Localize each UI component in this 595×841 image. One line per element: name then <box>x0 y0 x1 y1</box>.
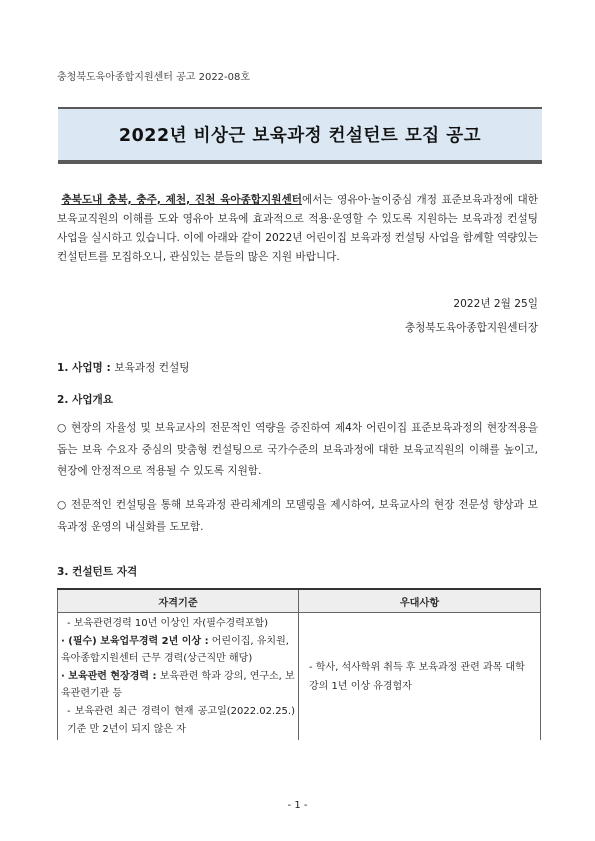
table-row <box>58 613 541 741</box>
intro-lead: 충북도내 충북, 충주, 제천, 진천 육아종합지원센터 <box>61 194 302 206</box>
criteria-item-required-text: 어린이집, 유치원, 육아종합지원센터 근무 경력(상근직만 해당) <box>61 635 289 665</box>
section-2-heading: 2. 사업개요 <box>57 394 114 406</box>
col-header-preferred: 우대사항 <box>299 589 541 613</box>
intro-body: 에서는 영유아·놀이중심 개정 표준보육과정에 대한 보육교직원의 이해를 도와 영유아 보육에 효과적으로 적용·운영할 수 있도록 지원하는 보육과정 컨설팅 사업을 실시하고 있습니다. 이에 아래와 같이 2022년 어린이집 보육과정 컨설팅 사업을 함께할 역량있는 컨설턴트를 모집하오니, 관심있는 분들의 많은 지원 바랍니다. <box>57 194 538 263</box>
section-2-para-2: ○ 전문적인 컨설팅을 통해 보육과정 관리체계의 모델링을 제시하여, 보육교사의 현장 전문성 향상과 보육과정 운영의 내실화를 도모함. <box>57 499 538 533</box>
announcement-date: 2022년 2월 25일 <box>453 298 538 310</box>
page-number: - 1 - <box>287 800 308 811</box>
table-header-row <box>58 589 541 613</box>
section-2-para-1: ○ 현장의 자율성 및 보육교사의 전문적인 역량을 증진하여 제4차 어린이집 표준보육과정의 현장적용을 돕는 보육 수요자 중심의 맞춤형 컨설팅으로 국가수준의 보육과정에 대한 보육교직원의 이해를 높이고, 현장에 안정적으로 적용될 수 있도록 지원함. <box>57 422 538 477</box>
criteria-item: - 보육관련경력 10년 이상인 자(필수경력포함) <box>67 618 269 629</box>
criteria-item: - 보육관련 최근 경력이 현재 공고일(2022.02.25.)기준 만 2년이 되지 않은 자 <box>67 705 295 735</box>
section-1-value: 보육과정 컨설팅 <box>114 362 190 374</box>
section-1-heading <box>57 360 189 375</box>
criteria-item-field <box>61 668 295 703</box>
section-3-heading: 3. 컨설턴트 자격 <box>57 566 138 578</box>
criteria-item-field-label: · 보육관련 현장경력 : <box>61 670 157 682</box>
criteria-cell <box>58 613 299 741</box>
signer: 충청북도육아종합지원센터장 <box>404 322 538 334</box>
col-header-criteria: 자격기준 <box>58 589 299 613</box>
criteria-item-required <box>61 633 295 668</box>
document-number: 충청북도육아종합지원센터 공고 2022-08호 <box>57 72 251 83</box>
intro-paragraph <box>57 191 538 267</box>
title-banner <box>58 107 542 164</box>
preferred-cell: - 학사, 석사학위 취득 후 보육과정 관련 과목 대학 강의 1년 이상 유경험자 <box>299 613 541 741</box>
criteria-item-field-text: 보육관련 학과 강의, 연구소, 보육관련기관 등 <box>61 670 295 700</box>
section-1-label: 1. 사업명 : <box>57 362 111 374</box>
qualification-table <box>57 588 541 740</box>
criteria-item-required-label: · (필수) 보육업무경력 2년 이상 : <box>61 635 209 647</box>
page-title: 2022년 비상근 보육과정 컨설턴트 모집 공고 <box>118 126 482 146</box>
